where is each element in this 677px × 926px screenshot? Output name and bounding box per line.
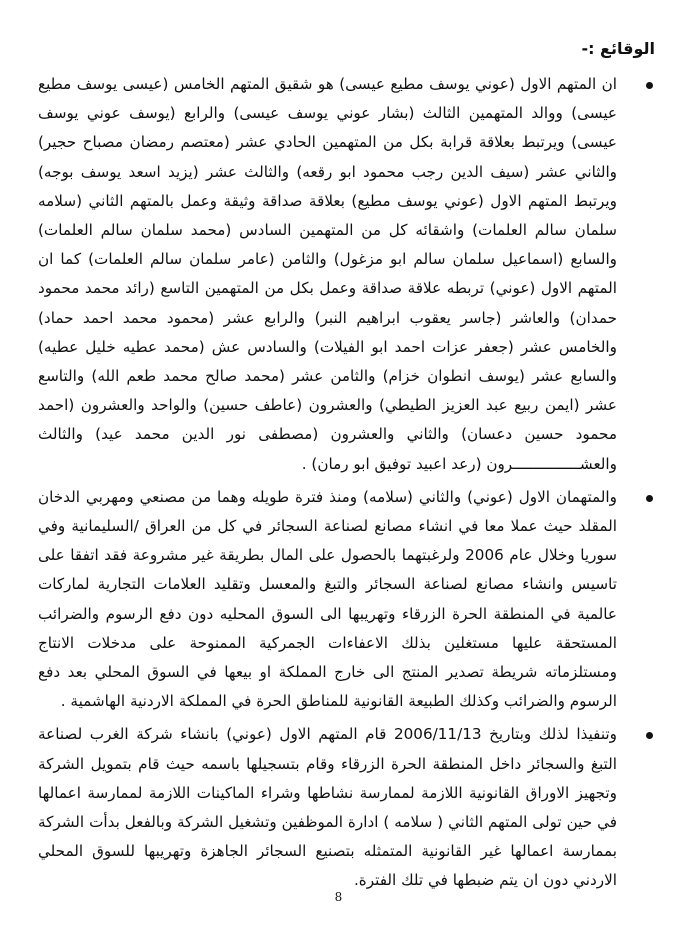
bullet-icon [646, 732, 653, 739]
bullet-icon [646, 495, 653, 502]
bullet-icon [646, 82, 653, 89]
fact-paragraph-text: ان المتهم الاول (عوني يوسف مطيع عيسى) هو شقيق المتهم الخامس (عيسى يوسف مطيع عيسى) ووالد المتهمين الثالث (بشار عوني يوسف عيسى) والرابع (يوسف عوني يوسف عيسى) ويرتبط بعلاقة قرابة بكل من المتهمين الحادي عشر (معتصم رمضان مصباح حجير) والثاني عشر (سيف الدين رجب محمود ابو رقعه) والثالث عشر (يزيد اسعد يوسف بوجه) ويرتبط المتهم الاول (عوني يوسف مطيع) بعلاقة صداقة وثيقة وعمل بالمتهم الثاني (سلامه سلمان سالم العلمات) واشقائه كل من المتهمين السادس (محمد سلمان سالم العلمات) والسابع (اسماعيل سلمان سالم ابو مزغول) والثامن (عامر سلمان سالم العلمات) كما ان المتهم الاول (عوني) تربطه علاقة صداقة وعمل بكل من المتهمين التاسع (رائد محمد محمود حمدان) والعاشر (جاسر يعقوب ابراهيم النبر) والرابع عشر (محمود محمد احمد حماد) والخامس عشر (جعفر عزات احمد ابو الفيلات) والسادس عش (محمد عطيه خليل عطيه) والسابع عشر (يوسف انطوان خزام) والثامن عشر (محمد صالح محمد طعم الله) والتاسع عشر (ايمن ربيع عبد العزيز الطيطي) والعشرون (عاطف حسين) والواحد والعشرون (احمد محمود حسين دعسان) والثاني والعشرون (مصطفى نور الدين محمد عيد) والثالث والعشـــــــــــــــرون (رعد اعبيد توفيق ابو رمان) . [38, 75, 617, 473]
facts-list [38, 70, 637, 900]
fact-paragraph-3 [38, 720, 637, 895]
page-number: 8 [334, 890, 343, 904]
facts-heading: الوقائع :- [581, 39, 655, 58]
fact-paragraph-text: والمتهمان الاول (عوني) والثاني (سلامه) ومنذ فترة طويله وهما من مصنعي ومهربي الدخان المقلد حيث عملا معا في انشاء مصانع لصناعة السجائر في كل من العراق /السليمانية وفي سوريا وخلال عام 2006 ولرغبتهما بالحصول على المال بطريقة غير مشروعة فقد اتفقا على تاسيس وانشاء مصانع لصناعة السجائر والتبغ والمعسل وتقليد العلامات التجارية لماركات عالمية في المنطقة الحرة الزرقاء وتهريبها الى السوق المحليه دون دفع الرسوم والضرائب المستحقة عليها مستغلين بذلك الاعفاءات الجمركية الممنوحة على مدخلات الانتاج ومستلزماته شريطة تصدير المنتج الى خارج المملكة او بيعها في السوق المحلي بعد دفع الرسوم والضرائب وكذلك الطبيعة القانونية للمناطق الحرة في المملكة الاردنية الهاشمية . [38, 487, 617, 711]
fact-paragraph-text: وتنفيذا لذلك وبتاريخ 2006/11/13 قام المتهم الاول (عوني) بانشاء شركة الغرب لصناعة التبغ والسجائر داخل المنطقة الحرة الزرقاء وقام بتسجيلها باسمه حيث قام بتمويل الشركة وتجهيز الاوراق القانونية اللازمة لممارسة نشاطها وشراء الماكينات اللازمة لممارسة اعمالها في حين تولى المتهم الثاني ( سلامه ) ادارة الموظفين وتشغيل الشركة وبالفعل بدأت الشركة بممارسة اعمالها غير القانونية المتمثله بتصنيع السجائر الجاهزة وتهريبها للسوق المحلي الاردني دون ان يتم ضبطها في تلك الفترة. [38, 725, 617, 890]
fact-paragraph-1 [38, 70, 637, 479]
fact-paragraph-2 [38, 483, 637, 717]
